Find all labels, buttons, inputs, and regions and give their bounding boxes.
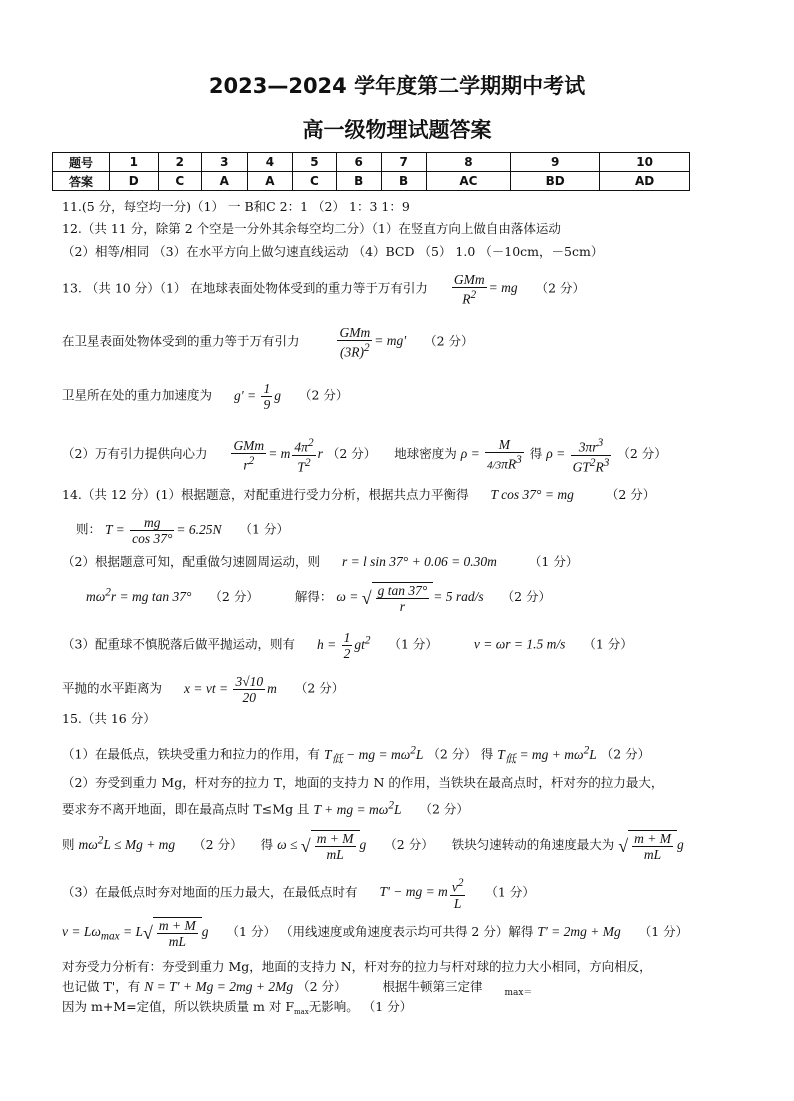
q11-line: 11.(5 分，每空均一分)（1） 一 B和C 2：1 （2） 1：3 1：9	[62, 199, 410, 214]
q15-text: （用线速度或角速度表示均可共得 2 分）解得	[279, 924, 534, 940]
table-cell: C	[158, 172, 201, 191]
table-cell: AD	[600, 172, 690, 191]
table-cell: A	[247, 172, 293, 191]
formula: g' = $\frac{1}{9}$ g	[233, 381, 281, 412]
formula: $m\omega^2L \le Mg$ + mg	[78, 834, 176, 853]
q15-title: 15.（共 16 分）	[62, 711, 156, 726]
table-cell: 10	[600, 153, 690, 172]
q15-text: 因为 m+M=定值，所以铁块质量 m 对 F	[62, 999, 295, 1014]
q15-line-3	[62, 796, 469, 819]
points: （2 分）	[424, 333, 474, 349]
formula: T + mg = $m\omega^2L$	[313, 799, 402, 817]
q15-text: 铁块匀速转动的角速度最大为	[451, 837, 615, 853]
points: （1 分）	[485, 884, 535, 900]
formula: GMm $R^2$ = mg	[453, 272, 518, 307]
table-cell: 1	[110, 153, 159, 172]
table-cell: 4	[247, 153, 293, 172]
formula: ρ = $\frac{3\pi r^3}{GT^2R^3}$	[546, 437, 610, 474]
points: （2 分）	[294, 680, 345, 696]
formula: N = T' + Mg = 2mg + 2Mg	[144, 979, 294, 994]
exam-subtitle: 高一级物理试题答案	[302, 118, 492, 142]
q15-text: 得	[480, 746, 494, 762]
table-cell: B	[336, 172, 381, 191]
points: （2 分）	[209, 589, 259, 605]
table-cell: 6	[336, 153, 381, 172]
formula: T' − mg = m $\frac{v^2}{L}$	[379, 877, 464, 911]
formula: T cos 37° = mg	[490, 487, 574, 502]
q14-line-3	[62, 553, 578, 571]
q15-text: 得	[260, 837, 274, 853]
formula: r = l sin 37° + 0.06 = 0.30m	[341, 554, 497, 569]
q15-line-6	[62, 917, 688, 949]
q14-line-2	[76, 515, 289, 546]
table-cell: AC	[426, 172, 511, 191]
points: （2 分）	[193, 837, 243, 853]
table-cell: D	[110, 172, 159, 191]
formula: $T_低$ = mg + $m\omega^2L$	[497, 744, 597, 766]
q15-text: 无影响。 （1 分）	[308, 999, 413, 1014]
points: （1 分）	[388, 636, 438, 652]
formula: $T_低$ − mg = $m\omega^2L$	[323, 744, 424, 766]
q14-line-4	[86, 582, 551, 614]
formula: T = $\frac{mg}{\cos 37^\circ}$ = 6.25N	[105, 515, 222, 546]
table-cell: 9	[511, 153, 600, 172]
table-cell: BD	[511, 172, 600, 191]
points: （2 分）	[384, 837, 434, 853]
q14-line-1	[62, 486, 655, 504]
formula: √ $\frac{m + M}{mL}$ g	[618, 831, 684, 862]
points: （1 分）	[583, 636, 633, 652]
points: （2 分）	[298, 387, 349, 403]
q15-text: max＝	[504, 988, 533, 998]
table-cell: 8	[426, 153, 511, 172]
formula: ω ≤ √ $\frac{m + M}{mL}$ g	[277, 831, 367, 862]
points: （2 分）	[427, 746, 477, 762]
points: （2 分）	[617, 446, 667, 462]
formula: x = vt = $\frac{3√10}{20}$ m	[183, 674, 277, 705]
q13-line-2	[62, 325, 474, 360]
points: （2 分）	[501, 589, 552, 605]
q13-text: 卫星所在处的重力加速度为	[62, 387, 213, 403]
q13-text: 13. （共 10 分）（1） 在地球表面处物体受到的重力等于万有引力	[62, 280, 428, 296]
answer-table	[52, 152, 690, 191]
formula: T' = 2mg + Mg	[537, 924, 621, 940]
q15-line-5	[62, 876, 535, 911]
q15-line-2: （2）夯受到重力 Mg，杆对夯的拉力 T，地面的支持力 N 的作用，当铁块在最高点时，杆对夯的拉力最大，	[62, 775, 664, 790]
q13-text: 得	[529, 446, 543, 462]
q12-line-2: （2）相等/相同 （3）在水平方向上做匀速直线运动 （4）BCD （5） 1.0 （－10cm，－5cm）	[62, 244, 604, 259]
table-cell: 2	[158, 153, 201, 172]
q14-line-5	[62, 630, 633, 661]
points: （2 分）	[535, 280, 586, 296]
q15-text: 也记做 T'，有	[62, 979, 141, 994]
q13-line-3	[62, 381, 348, 412]
table-cell: B	[381, 172, 426, 191]
q15-text: max	[294, 1008, 309, 1016]
q14-text: 解得：	[294, 589, 333, 605]
q15-line-9	[62, 998, 412, 1021]
points: （2 分）	[605, 487, 656, 502]
q14-text: 14.（共 12 分）(1）根据题意，对配重进行受力分析，根据共点力平衡得	[62, 487, 469, 502]
table-row-numbers	[53, 153, 690, 172]
table-label: 题号	[53, 153, 110, 172]
table-cell: A	[202, 172, 248, 191]
q14-text: （2）根据题意可知，配重做匀速圆周运动，则	[62, 554, 320, 569]
q15-text: 则	[62, 837, 75, 853]
q15-line-4	[62, 830, 684, 862]
q13-text: 地球密度为	[394, 446, 457, 462]
table-cell: 7	[381, 153, 426, 172]
table-cell: 3	[202, 153, 248, 172]
q14-text: 则：	[76, 521, 102, 537]
q15-text: 要求夯不离开地面，即在最高点时 T≤Mg 且	[62, 801, 310, 817]
points: （2 分）	[326, 446, 377, 462]
formula: GMm $r^2$ = m $\frac{4\pi^2}{T^2}$ r	[233, 437, 323, 474]
table-label: 答案	[53, 172, 110, 191]
points: （2 分）	[419, 801, 469, 817]
formula: ω = √ $\frac{\text{g tan 37°}}{r}$ = 5 rad/s	[336, 583, 484, 614]
points: （1 分）	[226, 924, 276, 940]
q13-line-4	[62, 436, 667, 474]
q14-line-6	[62, 674, 344, 705]
q13-text: （2）万有引力提供向心力	[62, 446, 208, 462]
q15-line-1	[62, 741, 650, 768]
q15-text: （1）在最低点，铁块受重力和拉力的作用，有	[62, 746, 320, 762]
table-row-answers	[53, 172, 690, 191]
q13-line-1	[62, 272, 585, 307]
table-cell: C	[293, 172, 336, 191]
q12-line-1: 12.（共 11 分，除第 2 个空是一分外其余每空均二分）（1）在竖直方向上做自由落体运动	[62, 221, 561, 236]
formula: v = ωr = 1.5 m/s	[473, 636, 566, 652]
formula: $v = L\omega_{max} = L√$ $\frac{m + M}{mL}$ g	[62, 918, 209, 949]
q15-line-7: 对夯受力分析有：夯受到重力 Mg，地面的支持力 N，杆对夯的拉力与杆对球的拉力大小相同，方向相反，	[62, 959, 652, 974]
table-cell: 5	[293, 153, 336, 172]
q14-text: （3）配重球不慎脱落后做平抛运动，则有	[62, 636, 295, 652]
q15-text: （3）在最低点时夯对地面的压力最大，在最低点时有	[62, 884, 358, 900]
exam-title: 2023—2024 学年度第二学期期中考试	[208, 74, 586, 98]
q13-text: 在卫星表面处物体受到的重力等于万有引力	[62, 333, 300, 349]
points: （2 分）	[600, 746, 651, 762]
points: （1 分）	[528, 554, 579, 569]
formula: GMm $(3R)^2$ = mg'	[339, 325, 407, 360]
points: （1 分）	[239, 521, 289, 537]
formula: $m\omega^2r$ = mg tan 37°	[86, 586, 192, 605]
formula: h = $\frac{1}{2}$ $gt^2$	[316, 630, 371, 661]
formula: ρ = $\frac{M}{4/3\pi R^3}$	[460, 436, 522, 472]
q15-text: 根据牛顿第三定律	[382, 979, 483, 994]
points: （1 分）	[638, 924, 689, 940]
q14-text: 平抛的水平距离为	[62, 680, 163, 696]
points: （2 分）	[297, 979, 347, 994]
